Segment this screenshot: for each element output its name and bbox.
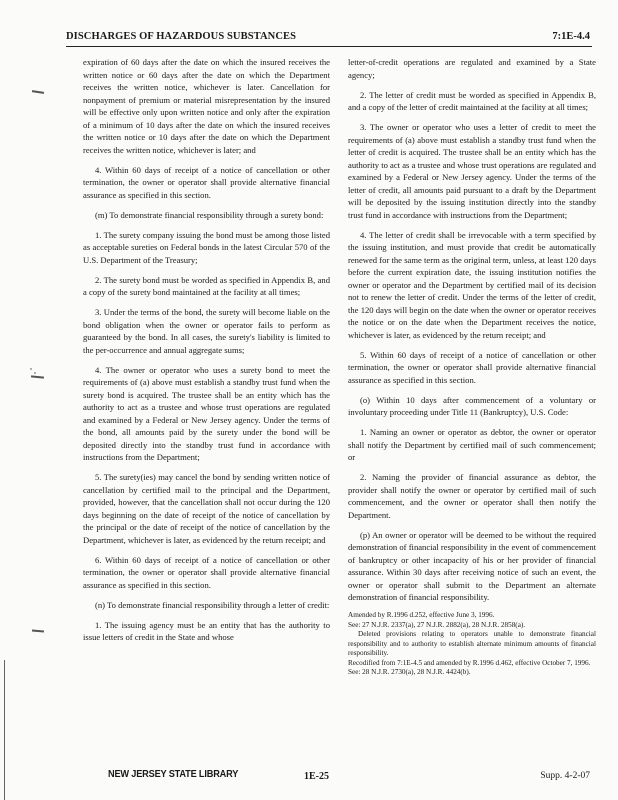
paragraph: 2. The surety bond must be worded as specified in Appendix B, and a copy of the surety bond maintained at the facility at all times; [83, 274, 330, 297]
history-note: See: 27 N.J.R. 2337(a), 27 N.J.R. 2882(a), 28 N.J.R. 2858(a). [348, 620, 526, 629]
paragraph: (o) Within 10 days after commencement of a voluntary or involuntary proceeding under Title 11 (Bankruptcy), U.S. Code: [348, 394, 596, 417]
history-note: Recodified from 7:1E-4.5 and amended by R.1996 d.462, effective October 7, 1996. [348, 658, 591, 667]
paragraph: letter-of-credit operations are regulated and examined by a State agency; [348, 57, 596, 80]
paragraph: expiration of 60 days after the date on which the insured receives the written notice or 60 days after the date on which the Department receives the written notice, whichever is later. Cancellation for nonpayment of premium or material misrepresentation by the insured will be effective only upon written notice and only after the expiration of a minimum of 10 days after the date on which the insured receives the written notice or 10 days after the date on which the Department receives the written notice, whichever is later; and [83, 57, 330, 155]
margin-mark [32, 90, 44, 93]
paragraph: 5. The surety(ies) may cancel the bond by sending written notice of cancellation by certified mail to the principal and the Department, provided, however, that the cancellation shall not occur during the 120 days beginning on the date of receipt of the notice of cancellation by the principal or the date of receipt of the notice of cancellation by the Department, whichever is later, as evidenced by the return receipt; and [83, 472, 330, 545]
history-note: Amended by R.1996 d.252, effective June 3, 1996. [348, 611, 495, 619]
paragraph: 1. The surety company issuing the bond must be among those listed as acceptable sureties on Federal bonds in the latest Circular 570 of the U.S. Department of the Treasury; [83, 229, 330, 265]
paragraph: (n) To demonstrate financial responsibility through a letter of credit: [95, 599, 330, 610]
margin-mark [31, 375, 44, 378]
margin-mark [32, 629, 44, 632]
paragraph: 4. The owner or operator who uses a surety bond to meet the requirements of (a) above must establish a standby trust fund when the surety bond is acquired. The trustee shall be an entity which has the authority to act as a trustee and whose trust operations are regulated and examined by a Federal or New Jersey agency. Under the terms of the bond, all amounts paid by the surety under the bond will be deposited directly into the standby trust fund in accordance with instructions from the Department; [83, 364, 330, 462]
left-column [83, 56, 330, 651]
paragraph: 2. Naming the provider of financial assurance as debtor, the provider shall notify the owner or operator by certified mail of such commencement, and the owner or operator shall then notify the Department. [348, 472, 596, 520]
running-header-section: 7:1E-4.4 [552, 31, 590, 42]
right-column [348, 56, 596, 678]
paragraph: 4. Within 60 days of receipt of a notice of cancellation or other termination, the owner or operator shall provide alternative financial assurance as specified in this section. [83, 164, 330, 200]
paragraph: 2. The letter of credit must be worded as specified in Appendix B, and a copy of the letter of credit maintained at the facility at all times; [348, 89, 596, 112]
header-rule [66, 46, 592, 47]
paragraph: (m) To demonstrate financial responsibility through a surety bond: [95, 209, 324, 220]
paragraph: 1. The issuing agency must be an entity that has the authority to issue letters of credit in the State and whose [83, 619, 330, 642]
binding-line [4, 660, 5, 800]
paragraph: 4. The letter of credit shall be irrevocable with a term specified by the issuing institution, and must provide that credit be automatically renewed for the same term as the original term, unless, at least 120 days before the current expiration date, the issuing institution notifies the owner or operator and the Department by certified mail of its decision not to renew the letter of credit. Under the terms of the letter of credit, the 120 days will begin on the date when the owner or operator receives the notice or on the date when the Department receives the notice, whichever is later, as evidenced by the return receipt; and [348, 229, 596, 340]
paragraph: 3. Under the terms of the bond, the surety will become liable on the bond obligation when the owner or operator fails to perform as guaranteed by the bond. In all cases, the surety's liability is limited to the per-occurrence and annual aggregate sums; [83, 307, 330, 355]
paragraph: 6. Within 60 days of receipt of a notice of cancellation or other termination, the owner or operator shall provide alternative financial assurance as specified in this section. [83, 554, 330, 590]
library-stamp: NEW JERSEY STATE LIBRARY [108, 769, 239, 780]
page-number: 1E-25 [304, 771, 329, 782]
history-note: Deleted provisions relating to operators unable to demonstrate financial responsibility and to authority to establish alternate minimum amounts of financial responsibility. [348, 630, 596, 657]
supplement-date: Supp. 4-2-07 [540, 771, 590, 781]
paragraph: (p) An owner or operator will be deemed to be without the required demonstration of financial responsibility in the event of commencement of bankruptcy or other incapacity of his or her provider of financial assurance. Within 30 days after receiving notice of such an event, the owner or operator shall submit to the Department an alternate demonstration of financial responsibility. [348, 529, 596, 602]
paragraph: 3. The owner or operator who uses a letter of credit to meet the requirements of (a) above must establish a standby trust fund when the letter of credit is acquired. The trustee shall be an entity which has the authority to act as a trustee and whose trust operations are regulated and examined by a Federal or New Jersey agency. Under the terms of the letter of credit, all amounts paid pursuant to a draft by the Department will be deposited by the issuing institution directly into the standby trust fund in accordance with instructions from the Department; [348, 122, 596, 220]
margin-speck [30, 368, 32, 370]
running-header-title: DISCHARGES OF HAZARDOUS SUBSTANCES [66, 31, 297, 42]
history-notes [348, 611, 596, 677]
paragraph: 5. Within 60 days of receipt of a notice of cancellation or other termination, the owner or operator shall provide alternative financial assurance as specified in this section. [348, 349, 596, 385]
history-note: See: 28 N.J.R. 2730(a), 28 N.J.R. 4424(b). [348, 668, 471, 677]
margin-speck [34, 372, 36, 374]
paragraph: 1. Naming an owner or operator as debtor, the owner or operator shall notify the Department by certified mail of such commencement; or [348, 427, 596, 462]
